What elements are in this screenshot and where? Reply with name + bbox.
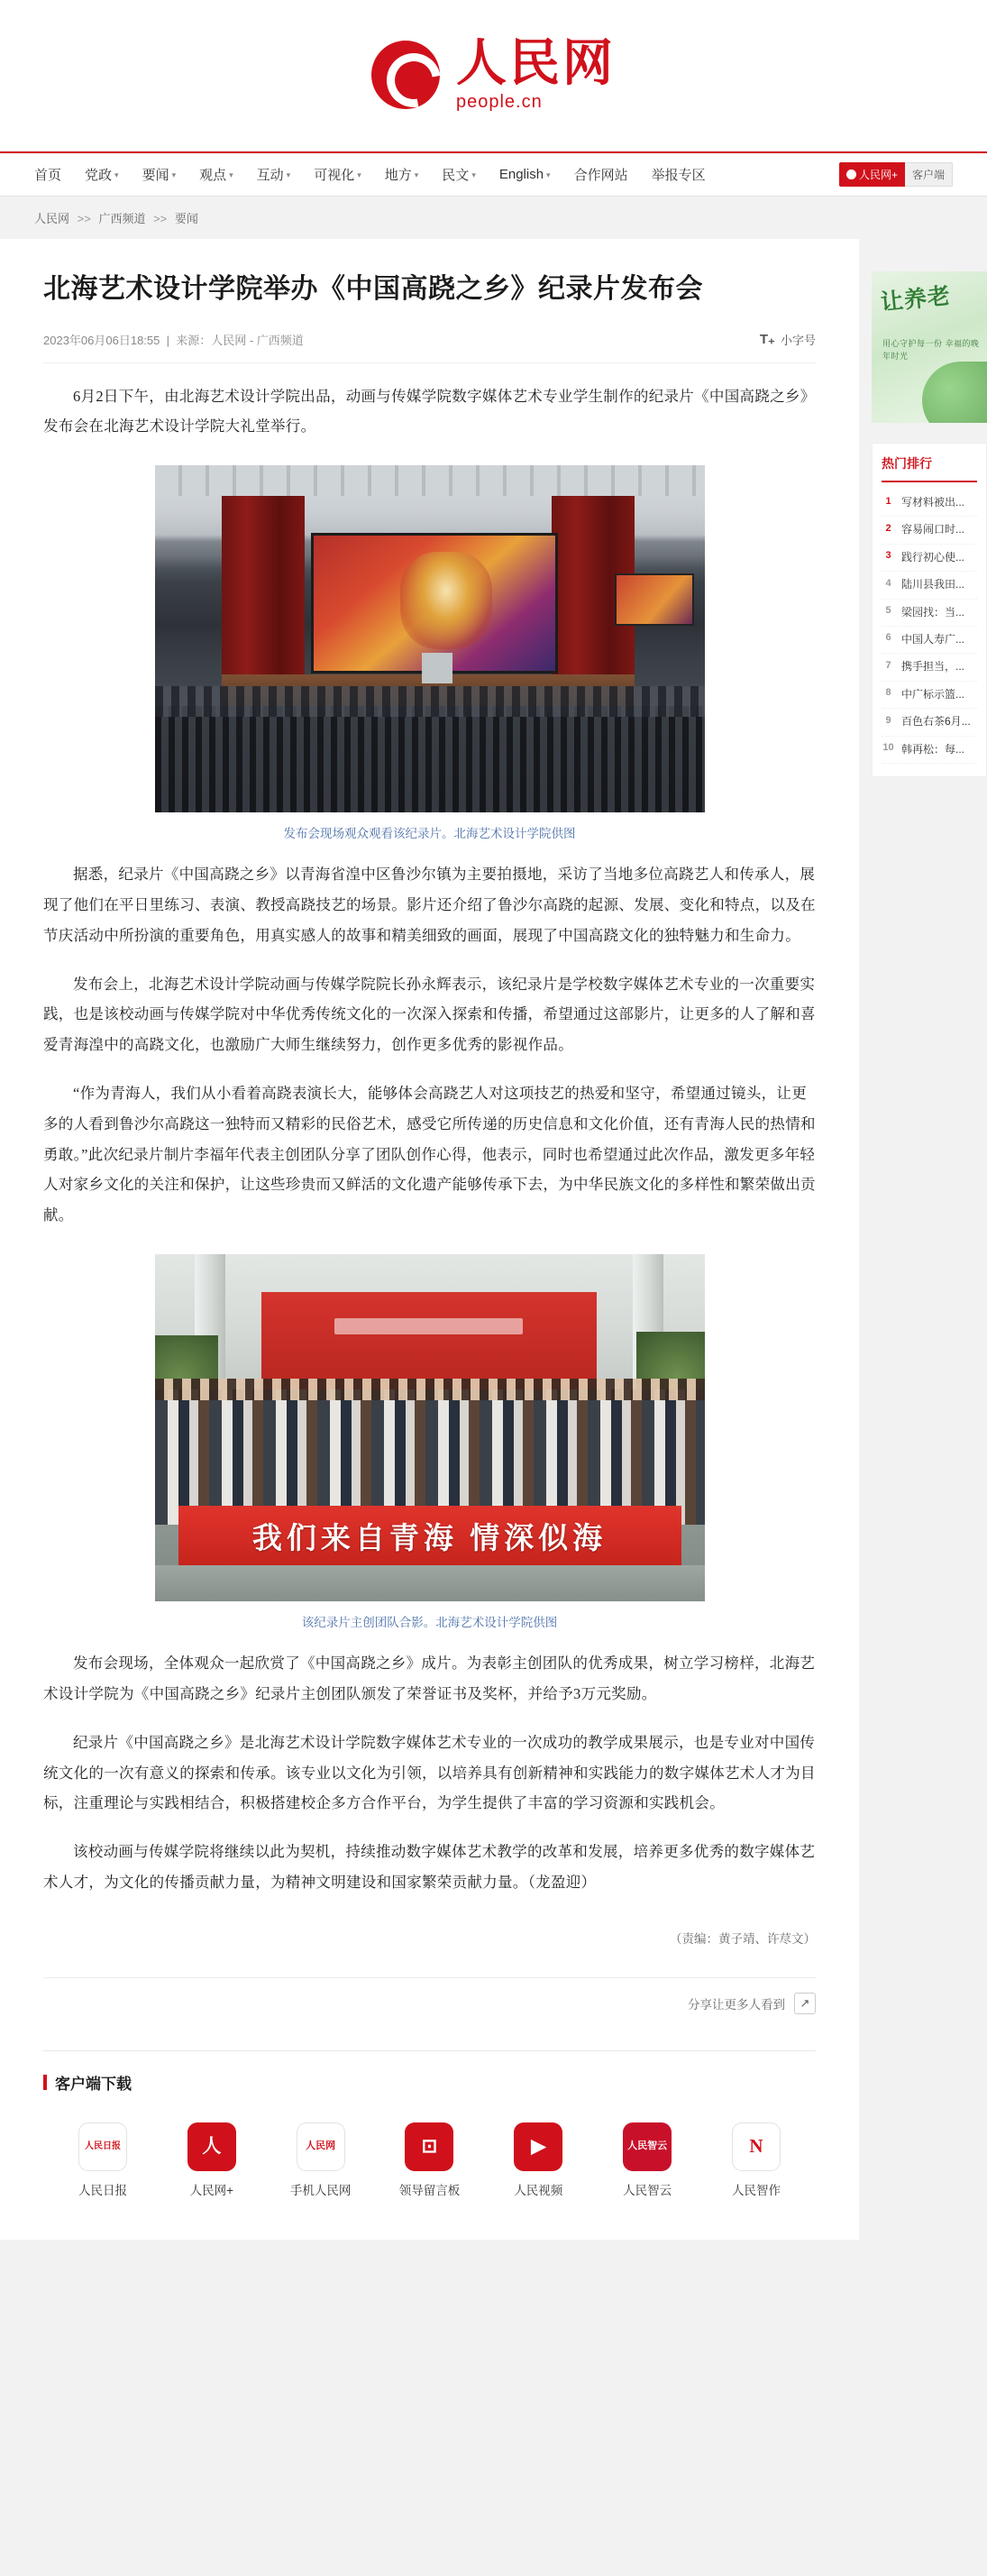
nav-label: 党政 (85, 168, 113, 183)
paragraph: “作为青海人，我们从小看着高跷表演长大，能够体会高跷艺人对这项技艺的热爱和坚守，希望通过镜头，让更多的人看到鲁沙尔高跷这一独特而又精彩的民俗艺术，感受它所传递的历史信息和文化价值，还有青海人民的热情和勇敢。”此次纪录片制片李福年代表主创团队分享了团队创作心得，他表示，同时也希望通过此次作品，激发更多年轻人对家乡文化的关注和保护，让这些珍贵而又鲜活的文化遗产能够传承下去，为中华民族文化的多样性和繁荣做出贡献。 (43, 1085, 816, 1224)
nav-app-entry[interactable] (839, 162, 953, 187)
hot-ranking-panel (872, 443, 987, 777)
rank-text: 百色右茶6月... (901, 715, 971, 729)
nav-label: 地方 (384, 168, 412, 183)
rank-text: 陆川县我田... (901, 578, 965, 591)
font-size-icon: T₊ (759, 332, 775, 347)
chevron-down-icon: ▾ (114, 170, 119, 179)
share-bar (43, 1977, 816, 2014)
font-size-label: 小字号 (780, 333, 816, 347)
app-badge-grey[interactable]: 客户端 (905, 162, 953, 187)
rank-text: 中广标示篮... (901, 687, 965, 701)
photo-main-screen (314, 536, 555, 671)
rank-number: 1 (885, 495, 891, 507)
app-item-label: 人民视频 (514, 2183, 563, 2197)
rank-number: 4 (885, 577, 891, 589)
people-zhizuo-icon: N (732, 2122, 781, 2171)
nav-item-home[interactable] (34, 165, 61, 184)
photo-banner-text: 我们来自青海 情深似海 (178, 1506, 681, 1565)
rank-text: 写材料被出... (901, 496, 965, 509)
paragraph: 发布会上，北海艺术设计学院动画与传媒学院院长孙永辉表示，该纪录片是学校数字媒体艺术专业的一次重要实践，也是该校动画与传媒学院对中华优秀传统文化的一次深入探索和传播，希望通过这部影片，让更多的人了解和喜爱青海湟中的高跷文化，也激励广大师生继续努力，创作更多优秀的影视作品。 (43, 975, 816, 1054)
source-label: 来源： (176, 333, 212, 347)
app-item-people-zhiyun[interactable] (593, 2122, 701, 2198)
logo-text-group (456, 35, 616, 114)
rank-number: 7 (885, 659, 891, 671)
paragraph: 据悉，纪录片《中国高跷之乡》以青海省湟中区鲁沙尔镇为主要拍摄地，采访了当地多位高跷艺人和传承人，展现了他们在平日里练习、表演、教授高跷技艺的场景。影片还介绍了鲁沙尔高跷的起源、发展、变化和特点，以及在节庆活动中所扮演的重要角色，用真实感人的故事和精美细致的画面，展现了中国高跷文化的独特魅力和生命力。 (43, 866, 816, 944)
list-item[interactable] (882, 682, 977, 709)
nav-item-report[interactable] (652, 165, 706, 184)
chevron-down-icon: ▾ (471, 170, 476, 179)
publish-date: 2023年06月06日18:55 (43, 333, 160, 347)
app-download-grid (43, 2113, 816, 2198)
share-icon[interactable]: ↗ (794, 1993, 816, 2014)
people-zhiyun-icon: 人民智云 (623, 2122, 672, 2171)
article-meta-text (43, 331, 304, 348)
app-item-label: 人民日报 (78, 2183, 127, 2197)
list-item[interactable] (882, 490, 977, 517)
nav-item-partners[interactable] (574, 165, 628, 184)
app-item-label: 手机人民网 (289, 2183, 352, 2197)
rank-number: 9 (885, 714, 891, 726)
rank-text: 中国人寿广... (901, 632, 965, 646)
rank-number: 2 (885, 522, 891, 534)
site-header (0, 0, 987, 151)
page-title: 北海艺术设计学院举办《中国高跷之乡》纪录片发布会 (43, 274, 703, 304)
nav-item-guandian[interactable] (199, 165, 233, 184)
ad-subtitle: 用心守护每一份 幸福的晚年时光 (882, 339, 980, 361)
app-item-people-video[interactable] (484, 2122, 592, 2198)
rank-number: 5 (885, 605, 891, 617)
nav-label: 观点 (199, 168, 227, 183)
breadcrumb-separator: >> (77, 212, 91, 225)
people-logo-icon (371, 41, 440, 109)
main-nav (0, 151, 987, 197)
rank-text: 韩再松：每... (901, 742, 965, 756)
font-size-control[interactable] (760, 331, 816, 348)
app-badge-red[interactable] (839, 162, 905, 187)
app-item-label: 人民网+ (189, 2183, 234, 2197)
nav-item-english[interactable] (499, 167, 551, 182)
app-badge-red-label: 人民网+ (858, 169, 898, 181)
nav-label: 合作网站 (573, 168, 628, 183)
source-name: 人民网 - 广西频道 (211, 333, 304, 347)
nav-label: 互动 (256, 168, 284, 183)
chevron-down-icon: ▾ (286, 170, 291, 179)
rank-number: 6 (885, 632, 891, 644)
rank-text: 容易闹口时... (901, 523, 965, 536)
people-mini-logo-icon (846, 170, 856, 179)
meta-sep: | (163, 333, 173, 347)
article-image-auditorium (155, 465, 705, 812)
ad-title: 让养老 (879, 283, 953, 316)
app-item-label: 人民智作 (731, 2183, 781, 2197)
rank-number: 8 (885, 687, 891, 699)
article-image-group-photo (155, 1254, 705, 1601)
site-logo[interactable] (371, 35, 616, 114)
chevron-down-icon: ▾ (357, 170, 361, 179)
sidebar (872, 239, 987, 2240)
leaf-icon (922, 362, 987, 423)
breadcrumb-item-2[interactable]: 要闻 (174, 212, 198, 225)
hot-ranking-title: 热门排行 (882, 454, 977, 482)
nav-item-yaowen[interactable] (142, 165, 177, 184)
list-item[interactable] (882, 737, 977, 764)
nav-item-dangzheng[interactable] (85, 165, 119, 184)
list-item[interactable] (882, 572, 977, 599)
nav-label: 可视化 (314, 168, 355, 183)
article-meta (43, 331, 816, 363)
renminwang-plus-icon: 人 (187, 2122, 236, 2171)
list-item[interactable] (882, 709, 977, 736)
nav-item-difang[interactable] (385, 165, 419, 184)
editor-credit: （责编：黄子靖、许荩文） (670, 1931, 816, 1946)
rank-number: 10 (882, 742, 894, 754)
nav-item-keshihua[interactable] (314, 165, 361, 184)
chevron-down-icon: ▾ (229, 170, 233, 179)
figure-1 (155, 465, 705, 841)
rank-number: 3 (885, 550, 891, 562)
photo-podium (422, 653, 452, 683)
article-container (0, 239, 859, 2240)
app-item-label: 领导留言板 (398, 2183, 461, 2197)
nav-item-hudong[interactable] (257, 165, 291, 184)
logo-title-en: people.cn (456, 92, 543, 113)
list-item[interactable] (882, 654, 977, 681)
nav-label: 民文 (442, 168, 470, 183)
breadcrumb-separator: >> (153, 212, 168, 225)
nav-label: English (498, 167, 544, 182)
people-video-icon: ▶ (514, 2122, 562, 2171)
rank-text: 践行初心使... (901, 550, 965, 564)
list-item[interactable] (882, 600, 977, 627)
app-item-leader-message-board[interactable] (375, 2122, 483, 2198)
chevron-down-icon: ▾ (546, 170, 551, 179)
share-label: 分享让更多人看到 (688, 1997, 785, 2012)
nav-label: 首页 (34, 168, 62, 183)
figure-caption: 该纪录片主创团队合影。北海艺术设计学院供图 (301, 1616, 558, 1630)
photo-audience (155, 706, 705, 812)
rank-text: 携手担当，... (901, 660, 965, 674)
breadcrumb (0, 197, 987, 239)
photo-ground (155, 1565, 705, 1601)
app-item-people-zhizuo[interactable] (702, 2122, 810, 2198)
app-download-section (43, 2050, 816, 2198)
renmin-ribao-icon: 人民日报 (78, 2122, 127, 2171)
nav-label: 要闻 (142, 168, 169, 183)
breadcrumb-item-0[interactable]: 人民网 (34, 212, 70, 225)
nav-item-minwen[interactable] (442, 165, 476, 184)
heading-accent-bar (43, 2075, 47, 2090)
app-download-title: 客户端下载 (55, 2075, 132, 2093)
list-item[interactable] (882, 517, 977, 544)
content-wrapper (0, 239, 987, 2240)
logo-title-cn: 人民网 (456, 35, 616, 92)
figure-caption: 发布会现场观众观看该纪录片。北海艺术设计学院供图 (283, 827, 576, 841)
chevron-down-icon: ▾ (414, 170, 419, 179)
paragraph: 纪录片《中国高跷之乡》是北海艺术设计学院数字媒体艺术专业的一次成功的教学成果展示，也是专业对中国传统文化的一次有意义的探索和传承。该专业以文化为引领，以培养具有创新精神和实践能力的数字媒体艺术人才为目标，注重理论与实践相结合，积极搭建校企多方合作平台，为学生提供了丰富的学习资源和实践机会。 (43, 1733, 816, 1812)
app-item-label: 人民智云 (623, 2183, 672, 2197)
message-board-icon: ⊡ (405, 2122, 453, 2171)
photo-group-people (155, 1389, 705, 1525)
list-item[interactable] (882, 545, 977, 572)
breadcrumb-item-1[interactable]: 广西频道 (98, 212, 146, 225)
app-item-renminwang-plus[interactable] (158, 2122, 266, 2198)
app-item-renmin-ribao[interactable] (49, 2122, 157, 2198)
paragraph: 发布会现场，全体观众一起欣赏了《中国高跷之乡》成片。为表彰主创团队的优秀成果，树立学习榜样，北海艺术设计学院为《中国高跷之乡》纪录片主创团队颁发了荣誉证书及奖杯，并给予3万元奖励。 (43, 1655, 816, 1702)
list-item[interactable] (882, 627, 977, 654)
app-download-heading (43, 2071, 816, 2094)
app-item-mobile-people[interactable] (267, 2122, 375, 2198)
mobile-people-icon: 人民网 (297, 2122, 345, 2171)
photo-side-screen (617, 575, 692, 624)
chevron-down-icon: ▾ (171, 170, 177, 179)
paragraph: 6月2日下午，由北海艺术设计学院出品，动画与传媒学院数字媒体艺术专业学生制作的纪录片《中国高跷之乡》发布会在北海艺术设计学院大礼堂举行。 (43, 387, 816, 435)
paragraph: 该校动画与传媒学院将继续以此为契机，持续推动数字媒体艺术教学的改革和发展，培养更多优秀的数字媒体艺术人才，为文化的传播贡献力量，为精神文明建设和国家繁荣贡献力量。（龙盈迎） (43, 1843, 816, 1891)
sidebar-ad[interactable] (872, 271, 987, 423)
figure-2 (155, 1254, 705, 1630)
rank-text: 梁园找：当... (901, 605, 965, 619)
photo-ceiling (155, 465, 705, 496)
nav-label: 举报专区 (651, 168, 706, 183)
